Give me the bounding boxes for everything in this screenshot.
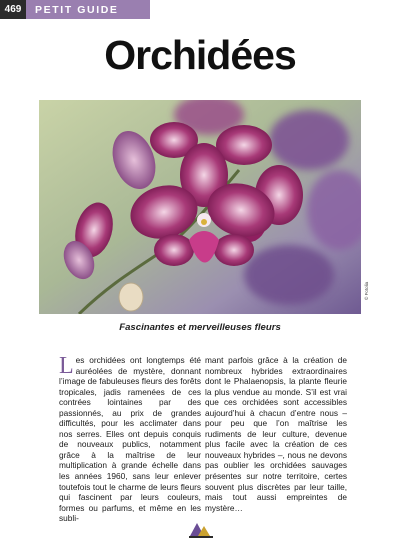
- body-column-2: mant parfois grâce à la création de nombreux hybrides extraordinaires dont le Phalaenopsis, la plante fleurie la plus vendue au monde. S’il est vrai que ces orchidées sont accessibles aujourd’hui à chacun d’entre nous – pour peu que l’on maîtrise les rudiments de leur culture, devenue plus facile avec la création de ces nouveaux hybrides –, nous ne devons pas oublier les orchidées sauvages présentes sur notre territoire, certes souvent plus discrètes par leur taille, mais tout aussi empreintes de mystère…: [205, 355, 347, 513]
- series-header-bar: [0, 0, 150, 19]
- series-label: PETIT GUIDE: [35, 3, 119, 16]
- photo-caption: Fascinantes et merveilleuses fleurs: [119, 322, 281, 333]
- publisher-logo: [188, 520, 214, 538]
- issue-number: 469: [0, 0, 26, 19]
- body-column-1: [59, 355, 201, 524]
- drop-cap: L: [59, 353, 74, 379]
- orchid-photo: [39, 100, 361, 314]
- photo-credit: © Fotolia: [364, 281, 369, 300]
- body-text-1: es orchidées ont longtemps été auréolées de mystère, donnant l’image de fabuleuses fleurs des forêts tropicales, jadis ramenées de ces contrées lointaines par des passionnés, au prix de grandes difficultés, pour les acclimater dans nos serres. Elles ont depuis conquis de nouveaux publics, notamment grâce à la maîtrise de leur multiplication à grande échelle dans les années 1960, sans leur enlever toutefois tout le charme de leurs fleurs qui fascinent par leurs couleurs, formes ou parfums, et même en les subli-: [59, 355, 201, 524]
- page-title: Orchidées: [104, 32, 296, 78]
